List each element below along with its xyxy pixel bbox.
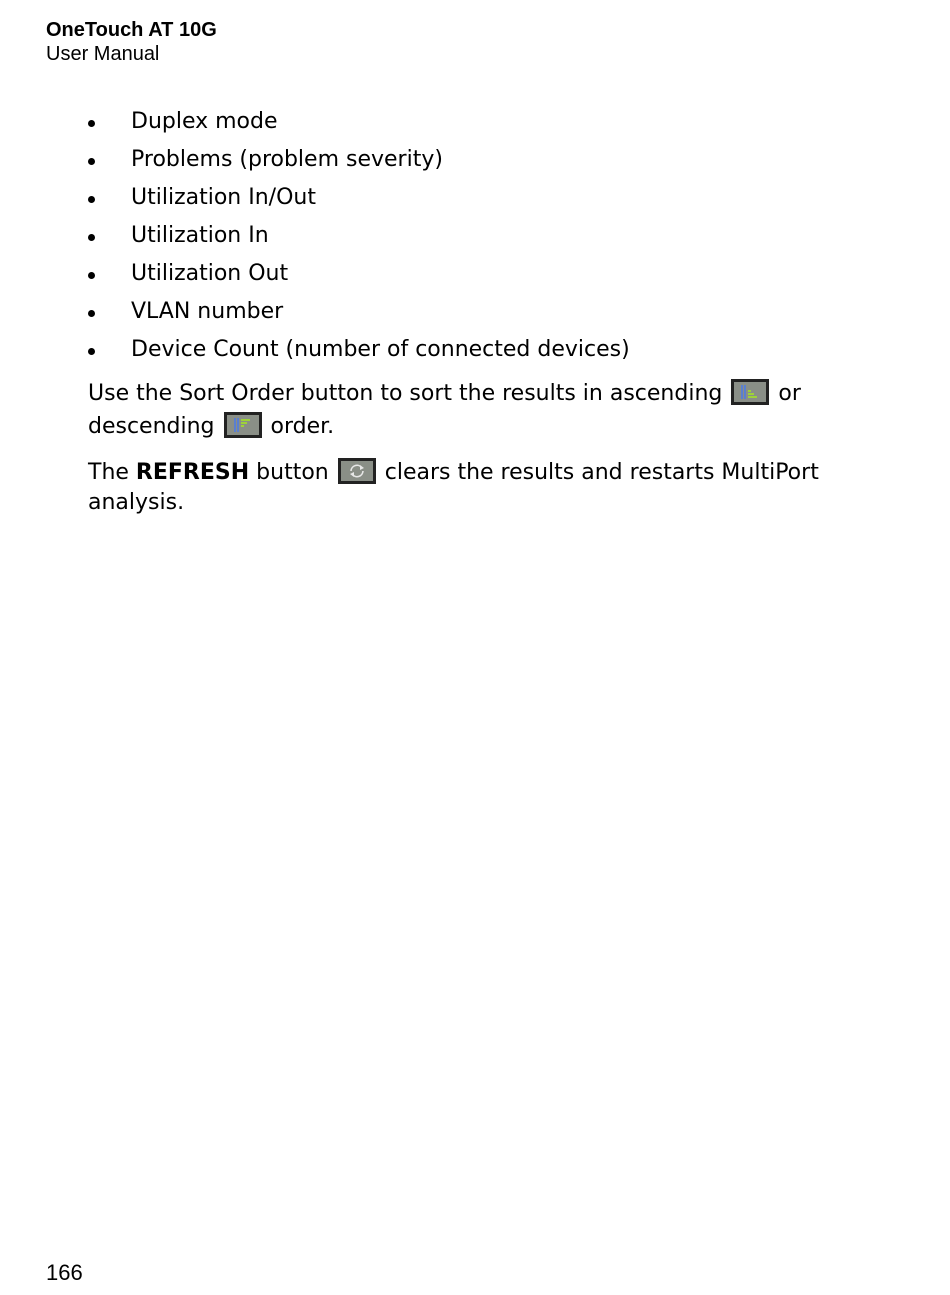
bullet-icon <box>88 158 95 165</box>
manual-title: OneTouch AT 10G <box>46 19 217 41</box>
list-item: Device Count (number of connected devices) <box>88 334 630 372</box>
list-item: Utilization In <box>88 220 630 258</box>
bullet-icon <box>88 196 95 203</box>
bullet-icon <box>88 272 95 279</box>
list-item: Utilization In/Out <box>88 182 630 220</box>
refresh-icon <box>338 458 376 484</box>
page-number: 166 <box>46 1260 83 1285</box>
manual-subtitle: User Manual <box>46 43 160 65</box>
sort-ascending-icon <box>731 379 769 405</box>
sort-descending-icon <box>224 412 262 438</box>
bullet-icon <box>88 348 95 355</box>
list-item: Duplex mode <box>88 106 630 144</box>
bullet-icon <box>88 234 95 241</box>
bullet-icon <box>88 120 95 127</box>
list-item: Problems (problem severity) <box>88 144 630 182</box>
sort-order-paragraph: Use the Sort Order button to sort the results in ascending or descending order. <box>88 381 801 439</box>
list-item: Utilization Out <box>88 258 630 296</box>
refresh-paragraph: The REFRESH button clears the results and restarts MultiPort analysis. <box>88 460 819 515</box>
refresh-label: REFRESH <box>135 460 250 485</box>
sort-field-list <box>88 106 630 372</box>
list-item: VLAN number <box>88 296 630 334</box>
page-header <box>46 18 217 66</box>
bullet-icon <box>88 310 95 317</box>
